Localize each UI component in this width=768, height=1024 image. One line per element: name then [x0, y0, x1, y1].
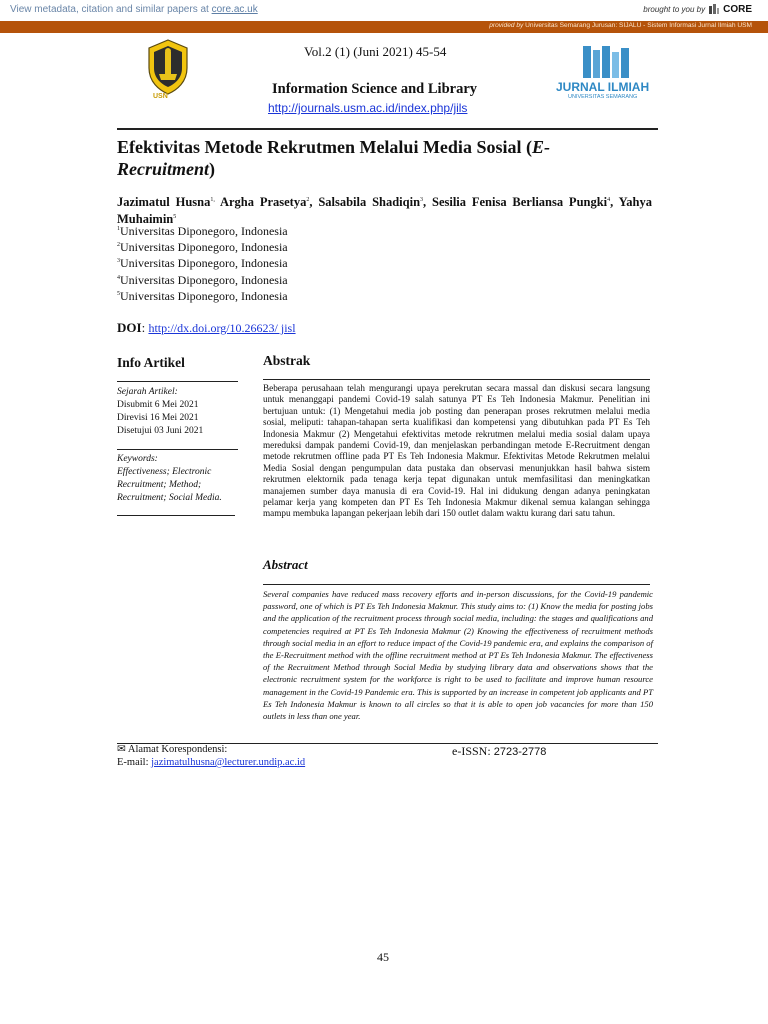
usn-logo-icon: [145, 38, 191, 102]
divider: [117, 449, 238, 450]
doi-line: DOI: http://dx.doi.org/10.26623/ jisl: [117, 320, 296, 335]
eissn: e-ISSN: 2723-2778: [452, 744, 547, 758]
page-number: 45: [377, 950, 389, 964]
article-title: Efektivitas Metode Rekrutmen Melalui Media Sosial (E-Recruitment): [117, 137, 550, 179]
keywords-label: Keywords:: [117, 454, 158, 464]
revised-date: Direvisi 16 Mei 2021: [117, 413, 199, 423]
info-artikel-heading: Info Artikel: [117, 355, 185, 370]
jurnal-ilmiah-title: JURNAL ILMIAH: [556, 80, 650, 94]
article-history: [117, 386, 203, 438]
author: Salsabila Shadiqin: [318, 195, 421, 210]
doi-label: DOI: [117, 320, 142, 335]
core-metadata-text: View metadata, citation and similar papers at core.ac.uk: [10, 4, 258, 15]
divider: [117, 515, 235, 516]
jurnal-ilmiah-logo: [553, 44, 665, 102]
header-divider: [117, 128, 658, 130]
email-line: E-mail: jazimatulhusna@lecturer.undip.ac.id: [117, 757, 306, 768]
jurnal-ilmiah-subtitle: UNIVERSITAS SEMARANG: [568, 94, 638, 100]
divider: [117, 381, 238, 382]
affiliation-list: [117, 222, 288, 303]
journal-volume: Vol.2 (1) (Juni 2021) 45-54: [304, 44, 447, 59]
book-shelf-icon: [553, 44, 665, 80]
journal-name: Information Science and Library: [272, 81, 478, 97]
abstract-text: Several companies have reduced mass recovery efforts and in-person discussions, for the Covid-19 pandemic password, one of which is PT Es Teh Indonesia Makmur. This study aims to: (1) Know the media for posting jobs and the application of the recruitment process through social media, including: the stages and qualifications and competencies required at PT Es Teh Indonesia Makmur (2) Knowing the effectiveness of recruitment methods through social media in an effort to reduce impact of the Covid-19 pandemic era, and explains the comparison of the E-Recruitment method with the offline recruitment method at PT Es Teh Indonesia Makmur. The effectiveness of the Recruitment Method through Social Media by studying library data and observations shows that the electronic recruitment system for the workforce is right to be used to facilitate and improve human resource management in the Covid-19 Pandemic era. This is supported by an increase in competent job applicants and PT Es Teh Indonesia Makmur is known to all circles so that it is able to open job vacancies for more than 150 outlets in less than one year.: [263, 589, 653, 722]
divider: [263, 584, 650, 585]
affiliation: $^2$Universitas Diponegoro, Indonesia: [117, 240, 288, 255]
correspondence-label: ✉ Alamat Korespondensi:: [117, 744, 228, 755]
author-list: Jazimatul Husna$^{1,}$ Argha Prasetya$^2$, Salsabila Shadiqin$^3$, Sesilia Fenisa Berliansa Pungki$^4$, Yahya Muhaimin$^5$: [117, 195, 652, 227]
author: Yahya Muhaimin: [117, 195, 652, 227]
doi-link[interactable]: http://dx.doi.org/10.26623/ jisl: [148, 321, 296, 335]
submitted-date: Disubmit 6 Mei 2021: [117, 400, 199, 410]
abstrak-heading: Abstrak: [263, 353, 311, 368]
history-label: Sejarah Artikel:: [117, 387, 178, 397]
author: Argha Prasetya: [219, 195, 307, 210]
author: Sesilia Fenisa Berliansa Pungki: [432, 195, 608, 210]
email-link[interactable]: jazimatulhusna@lecturer.undip.ac.id: [151, 757, 306, 768]
envelope-icon: ✉: [117, 744, 126, 755]
affiliation: $^3$Universitas Diponegoro, Indonesia: [117, 256, 288, 271]
affiliation: $^4$Universitas Diponegoro, Indonesia: [117, 272, 288, 287]
core-logo-icon: [708, 3, 720, 15]
author: Jazimatul Husna: [117, 195, 211, 210]
divider: [263, 379, 650, 380]
provider-text: provided by Universitas Semarang Jurusan: SIJALU - Sistem Informasi Jurnal Ilmiah USM: [489, 22, 752, 29]
core-brand: CORE: [723, 3, 752, 15]
brought-text: brought to you by: [643, 4, 706, 14]
core-link[interactable]: core.ac.uk: [211, 4, 258, 15]
approved-date: Disetujui 03 Juni 2021: [117, 426, 204, 436]
affiliation: $^5$Universitas Diponegoro, Indonesia: [117, 288, 288, 303]
abstrak-text: Beberapa perusahaan telah mengurangi upaya perekrutan secara massal dan diskusi secara langsung untuk menanggapi pandemi Covid-19 salah satunya PT Es Teh Indonesia Makmur. Penelitian ini bertujuan untuk: (1) Mengetahui media job posting dan penerapan proses rekrutmen melalui media sosial, meliputi: tahapan-tahapan serta kualifikasi dan kompetensi yang dibutuhkan pada PT Es Teh Indonesia Makmur (2) Mengetahui efektivitas metode rekrutmen melalui media sosial dalam upaya mereduksi dampak pandemi Covid-19, dan menjelaskan perbandingan metode E-Recruitment dengan metode rekrutmen offline pada PT Es Teh Indonesia Makmur. Efektivitas Metode Rekrutmen melalui Media Sosial dengan pengumpulan data pustaka dan observasi menunjukkan hasil bahwa sistem rekrutmen elektornik pada tenaga kerja tepat digunakan untuk memfasilitasi dan meningkatkan manajemen sumber daya manusia di era Covid-19. Hal ini didukung dengan adanya peningkatan pelamar kerja yang kompeten dan PT Es Teh Indonesia Makmur dikenal semua kalangan sehingga mampu membuka lapangan pekerjaan lebih dari 150 outlet dalam waktu kurang dari satu tahun.: [263, 383, 650, 519]
abstract-heading: Abstract: [263, 557, 308, 572]
affiliation: $^1$Universitas Diponegoro, Indonesia: [117, 224, 288, 238]
keywords-block: Keywords: Effectiveness; Electronic Recruitment; Method; Recruitment; Social Media.: [117, 454, 222, 503]
core-brought-by[interactable]: [643, 3, 752, 15]
journal-url-link[interactable]: http://journals.usm.ac.id/index.php/jils: [268, 101, 468, 115]
usn-logo-text: USN: [153, 93, 168, 100]
